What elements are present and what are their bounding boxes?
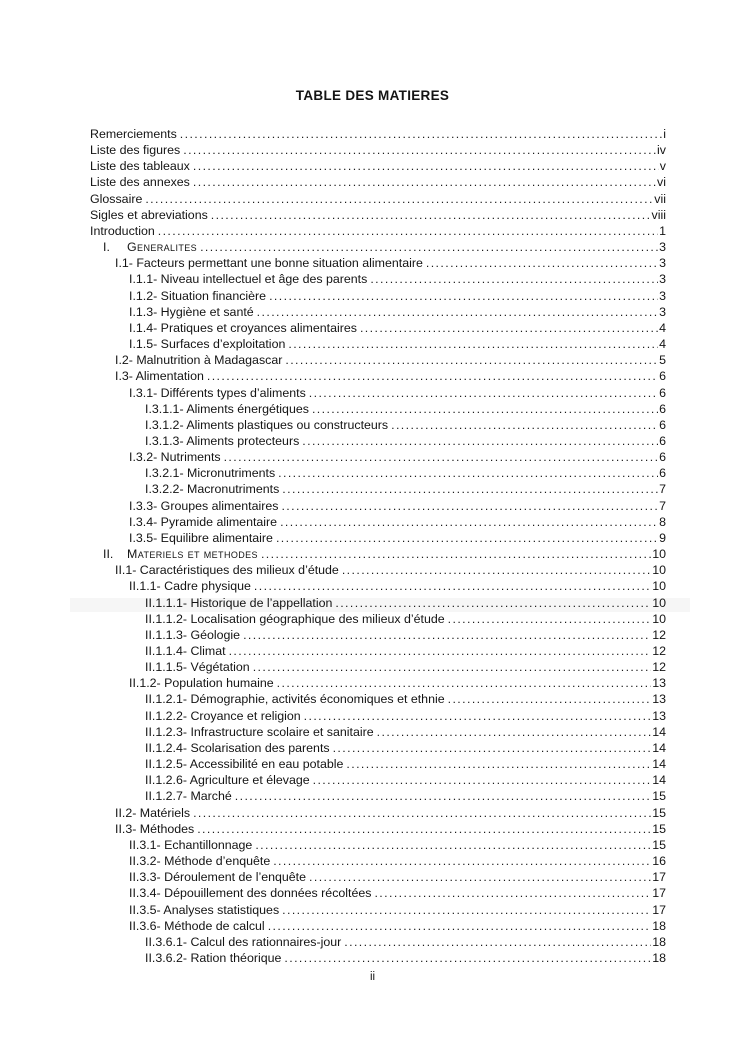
toc-entry [90, 433, 666, 449]
toc-entry-label: I.3.2- Nutriments [129, 450, 221, 465]
toc-entry-label: I.3.1.2- Aliments plastiques ou constructeurs [145, 417, 389, 432]
toc-entry-page: v [659, 159, 666, 174]
dot-leader [448, 611, 652, 627]
dot-leader [211, 207, 651, 223]
toc-entry-page: 3 [659, 240, 666, 255]
toc-entry [90, 578, 666, 594]
toc-entry [90, 126, 666, 142]
toc-entry-page: 12 [652, 627, 666, 642]
toc-entry-label: I.1.5- Surfaces d’exploitation [129, 337, 286, 352]
toc-entry-label: II.3.5- Analyses statistiques [129, 902, 280, 917]
dot-leader [285, 352, 658, 368]
toc-entry-label: II.1.1.2- Localisation géographique des milieux d’étude [145, 611, 445, 626]
toc-entry-label: I.3.2.1- Micronutriments [145, 466, 276, 481]
toc-entry-label: II.3- Méthodes [115, 821, 195, 836]
dot-leader [312, 401, 658, 417]
dot-leader [158, 223, 658, 239]
toc-entry-label: II.1.2.2- Croyance et religion [145, 708, 301, 723]
toc-entry-label: I.3.2.2- Macronutriments [145, 482, 280, 497]
dot-leader [288, 336, 658, 352]
toc-entry-label: Liste des tableaux [90, 159, 190, 174]
toc-entry-label: I.1.2- Situation financière [129, 288, 267, 303]
toc-entry-page: 14 [652, 757, 666, 772]
toc-entry-label: I.1.1- Niveau intellectuel et âge des parents [129, 272, 368, 287]
toc-entry-page: 3 [659, 256, 666, 271]
toc-entry-page: 5 [659, 353, 666, 368]
toc-entry-label: II.1.2- Population humaine [129, 676, 274, 691]
toc-entry-number: II. [103, 547, 114, 562]
toc-entry [90, 481, 666, 497]
toc-entry-label: I.3.1.3- Aliments protecteurs [145, 433, 300, 448]
toc-entry [90, 595, 666, 611]
dot-leader [193, 174, 656, 190]
toc-entry-page: 12 [652, 660, 666, 675]
dot-leader [344, 934, 651, 950]
toc-entry-page: iv [657, 143, 666, 158]
toc-entry-label: II.1.2.6- Agriculture et élevage [145, 773, 310, 788]
dot-leader [335, 595, 651, 611]
toc-entry [90, 853, 666, 869]
toc-entry-page: 4 [659, 337, 666, 352]
toc-entry-page: 15 [652, 789, 666, 804]
toc-entry-label: II.1.1.1- Historique de l’appellation [145, 595, 333, 610]
toc-entry-page: 6 [659, 369, 666, 384]
toc-entry-page: 10 [652, 611, 666, 626]
toc-entry [90, 142, 666, 158]
toc-entry [90, 837, 666, 853]
dot-leader [145, 191, 653, 207]
footer-page-number: ii [369, 971, 376, 983]
toc-entry [90, 724, 666, 740]
toc-entry-page: 10 [652, 595, 666, 610]
dot-leader [374, 885, 651, 901]
toc-entry [90, 805, 666, 821]
dot-leader [370, 271, 658, 287]
toc-entry [90, 885, 666, 901]
toc-entry [90, 417, 666, 433]
dot-leader [448, 691, 652, 707]
toc-entry-page: 7 [659, 498, 666, 513]
toc-entry-label: II.3.2- Méthode d’enquête [129, 854, 271, 869]
toc-entry [90, 740, 666, 756]
toc-entry [90, 611, 666, 627]
toc-entry-page: 18 [652, 918, 666, 933]
dot-leader [342, 562, 651, 578]
toc-entry [90, 288, 666, 304]
toc-entry [90, 465, 666, 481]
toc-entry [90, 708, 666, 724]
toc-entry [90, 174, 666, 190]
dot-leader [255, 837, 651, 853]
toc-entry-label: II.1- Caractéristiques des milieux d’étude [115, 563, 339, 578]
toc-entry-label: II.3.6.2- Ration théorique [145, 950, 282, 965]
toc-entry-page: 10 [652, 579, 666, 594]
toc-entry [90, 788, 666, 804]
toc-entry-page: 4 [659, 320, 666, 335]
toc-entry-label: Liste des annexes [90, 175, 190, 190]
dot-leader [197, 821, 651, 837]
toc-entry-page: 12 [652, 644, 666, 658]
dot-leader [282, 481, 658, 497]
toc-entry-label: I.1.4- Pratiques et croyances alimentaires [129, 320, 357, 335]
toc-entry [90, 368, 666, 384]
toc-entry-label: II.3.6- Méthode de calcul [129, 918, 265, 933]
toc-entry-page: vii [654, 191, 666, 206]
toc-entry [90, 449, 666, 465]
toc-entry-page: 16 [652, 854, 666, 869]
toc-entry [90, 869, 666, 885]
dot-leader [280, 514, 658, 530]
dot-leader [277, 675, 652, 691]
toc-entry-label: I.3.1- Différents types d’aliments [129, 385, 306, 400]
toc-entry-page: 17 [652, 886, 666, 901]
dot-leader [261, 546, 651, 562]
toc-entry-page: vi [657, 175, 666, 190]
dot-leader [309, 869, 651, 885]
dot-leader [282, 902, 651, 918]
toc-entry-label: I.1- Facteurs permettant une bonne situation alimentaire [115, 256, 423, 271]
toc-entry [90, 158, 666, 174]
toc-entry-page: 6 [659, 450, 666, 465]
toc-entry-page: 3 [659, 304, 666, 319]
toc-entry-page: 13 [652, 692, 666, 707]
dot-leader [281, 498, 658, 514]
dot-leader [284, 950, 651, 966]
toc-entry [90, 207, 666, 223]
toc-entry [90, 756, 666, 772]
toc-entry [90, 918, 666, 934]
dot-leader [309, 385, 658, 401]
toc-entry-page: 18 [652, 950, 666, 965]
dot-leader [180, 126, 662, 142]
toc-entry [90, 902, 666, 918]
page-title: TABLE DES MATIERES [295, 88, 450, 103]
toc-entry [90, 950, 666, 966]
dot-leader [360, 320, 658, 336]
toc-entry [90, 498, 666, 514]
toc-entry-label: I.2- Malnutrition à Madagascar [115, 353, 283, 368]
toc-entry [90, 562, 666, 578]
toc-entry-page: i [663, 127, 666, 141]
dot-leader [207, 368, 658, 384]
toc-entry-page: 6 [659, 401, 666, 416]
dot-leader [235, 788, 651, 804]
toc-entry-page: 14 [652, 773, 666, 788]
toc-entry [90, 643, 666, 659]
toc-entry-page: 3 [659, 272, 666, 287]
toc-entry-label: II.3.3- Déroulement de l’enquête [129, 870, 307, 885]
toc-entry-number: I. [103, 240, 110, 255]
toc-entry-page: 8 [659, 514, 666, 529]
toc-entry-page: 15 [652, 805, 666, 820]
toc-entry [90, 304, 666, 320]
dot-leader [183, 142, 656, 158]
toc-entry-label: Remerciements [90, 127, 177, 141]
toc-entry [90, 934, 666, 950]
dot-leader [229, 643, 652, 659]
toc-entry-page: 15 [652, 837, 666, 852]
dot-leader [302, 433, 658, 449]
toc-entry [90, 223, 666, 239]
toc-entry-label: II.1.2.5- Accessibilité en eau potable [145, 757, 344, 772]
toc-entry-label: Glossaire [90, 191, 143, 206]
dot-leader [273, 853, 651, 869]
toc-entry-label: Liste des figures [90, 143, 181, 158]
toc-entry [90, 546, 666, 562]
dot-leader [268, 918, 652, 934]
dot-leader [313, 772, 652, 788]
toc-entry [90, 320, 666, 336]
toc-entry-page: 9 [659, 530, 666, 545]
toc-entry-page: 3 [659, 288, 666, 303]
toc-entry-label: Generalites [127, 240, 198, 255]
table-of-contents [90, 126, 666, 966]
toc-entry-label: II.1.2.7- Marché [145, 789, 232, 804]
toc-entry [90, 385, 666, 401]
toc-entry-label: I.3- Alimentation [115, 369, 204, 384]
dot-leader [224, 449, 659, 465]
dot-leader [269, 288, 658, 304]
toc-entry-label: II.1.1.4- Climat [145, 644, 226, 658]
toc-entry-label: I.3.5- Equilibre alimentaire [129, 530, 273, 545]
toc-entry-page: 10 [652, 563, 666, 578]
toc-entry-label: II.1.2.1- Démographie, activités économiques et ethnie [145, 692, 445, 707]
toc-entry [90, 352, 666, 368]
dot-leader [377, 724, 652, 740]
toc-entry-label: I.3.3- Groupes alimentaires [129, 498, 279, 513]
toc-entry-label: I.3.4- Pyramide alimentaire [129, 514, 278, 529]
toc-entry [90, 336, 666, 352]
toc-entry-label: II.2- Matériels [115, 805, 191, 820]
toc-entry-page: 15 [652, 821, 666, 836]
toc-entry-label: II.3.6.1- Calcul des rationnaires-jour [145, 934, 342, 949]
toc-entry-label: Sigles et abreviations [90, 207, 208, 222]
toc-entry-page: 17 [652, 870, 666, 885]
toc-entry-page: 6 [659, 433, 666, 448]
toc-entry [90, 627, 666, 643]
dot-leader [333, 740, 652, 756]
toc-entry-label: II.1.1.3- Géologie [145, 627, 241, 642]
toc-entry [90, 659, 666, 675]
dot-leader [200, 239, 658, 255]
toc-entry [90, 772, 666, 788]
toc-entry-label: I.1.3- Hygiène et santé [129, 304, 254, 319]
dot-leader [257, 304, 658, 320]
toc-entry-page: 10 [652, 547, 666, 562]
toc-entry [90, 191, 666, 207]
toc-entry-label: II.1.1- Cadre physique [129, 579, 251, 594]
toc-entry-page: 6 [659, 466, 666, 481]
toc-entry-page: 17 [652, 902, 666, 917]
toc-entry [90, 675, 666, 691]
dot-leader [253, 659, 651, 675]
toc-entry-label: II.1.2.3- Infrastructure scolaire et sanitaire [145, 724, 374, 739]
toc-entry [90, 691, 666, 707]
toc-entry-page: 7 [659, 482, 666, 497]
toc-entry-label: Introduction [90, 223, 155, 238]
toc-entry [90, 239, 666, 255]
toc-entry-label: I.3.1.1- Aliments énergétiques [145, 401, 309, 416]
toc-entry [90, 401, 666, 417]
dot-leader [193, 158, 659, 174]
toc-entry-page: viii [651, 207, 666, 222]
toc-entry-page: 18 [652, 934, 666, 949]
toc-entry-page: 14 [652, 740, 666, 755]
toc-entry-label: II.1.2.4- Scolarisation des parents [145, 740, 330, 755]
toc-entry-label: Materiels et methodes [127, 547, 258, 562]
toc-entry-page: 14 [652, 724, 666, 739]
toc-entry-page: 1 [659, 223, 666, 238]
dot-leader [276, 530, 658, 546]
toc-entry-label: II.3.4- Dépouillement des données récoltées [129, 886, 372, 901]
toc-entry-page: 13 [652, 708, 666, 723]
dot-leader [304, 708, 652, 724]
toc-entry [90, 821, 666, 837]
toc-entry [90, 271, 666, 287]
dot-leader [278, 465, 658, 481]
dot-leader [391, 417, 658, 433]
toc-entry-page: 6 [659, 417, 666, 432]
toc-entry-label: II.1.1.5- Végétation [145, 660, 250, 675]
toc-entry-label: II.3.1- Echantillonnage [129, 837, 253, 852]
toc-entry [90, 255, 666, 271]
dot-leader [243, 627, 651, 643]
toc-entry-page: 6 [659, 385, 666, 400]
toc-entry [90, 530, 666, 546]
toc-entry [90, 514, 666, 530]
dot-leader [254, 578, 651, 594]
dot-leader [426, 255, 658, 271]
dot-leader [346, 756, 651, 772]
dot-leader [193, 805, 651, 821]
toc-entry-page: 13 [652, 676, 666, 691]
